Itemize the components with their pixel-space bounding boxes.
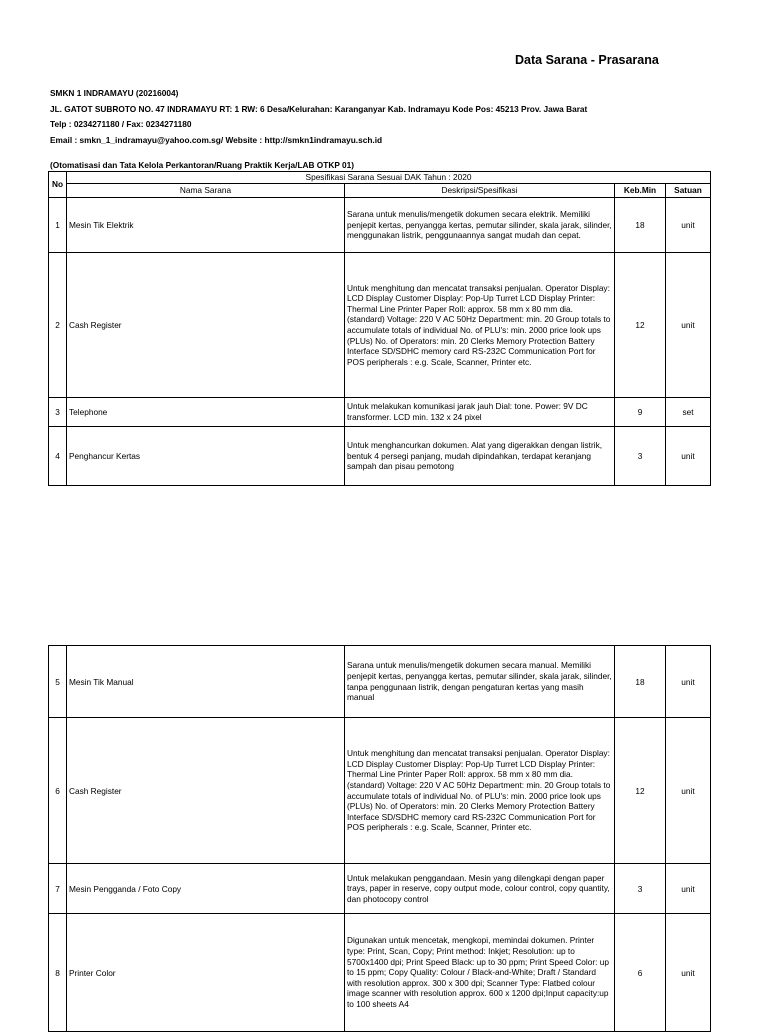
row-unit: unit [666,427,711,486]
row-desc: Digunakan untuk mencetak, mengkopi, memindai dokumen. Printer type: Print, Scan, Copy; Print method: Inkjet; Resolution: up to 5700x1400 dpi; Print Speed Black: up to 30 ppm; Print Speed Color: up to 15 ppm; Copy Quality: Colour / Black-and-White; Draft / Standard with resolution approx. 300 x 300 dpi; Scanner Type: Flatbed colour image scanner with resolution approx. 600 x 1200 dpi;Input capacity:up to 100 sheets A4 [345,914,615,1032]
row-desc: Untuk menghancurkan dokumen. Alat yang digerakkan dengan listrik, bentuk 4 persegi panjang, mudah dipindahkan, terdapat keranjang sampah dan pisau pemotong [345,427,615,486]
row-name: Cash Register [67,253,345,398]
row-name: Penghancur Kertas [67,427,345,486]
lab-subtitle: (Otomatisasi dan Tata Kelola Perkantoran/Ruang Praktik Kerja/LAB OTKP 01) [50,160,354,170]
row-no: 5 [49,646,67,718]
row-desc: Untuk melakukan komunikasi jarak jauh Dial: tone. Power: 9V DC transformer. LCD min. 132 x 24 pixel [345,398,615,427]
row-min: 18 [615,646,666,718]
row-desc: Sarana untuk menulis/mengetik dokumen secara elektrik. Memiliki penjepit kertas, penyangga kertas, pemutar silinder, skala jarak, silinder, menggunakan listrik, penggunaannya sangat mudah dan cepat. [345,198,615,253]
row-name: Cash Register [67,718,345,864]
row-name: Mesin Pengganda / Foto Copy [67,864,345,914]
row-min: 18 [615,198,666,253]
row-desc: Untuk menghitung dan mencatat transaksi penjualan. Operator Display: LCD Display Customer Display: Pop-Up Turret LCD Display Printer: Thermal Line Printer Paper Roll: approx. 58 mm x 80 mm dia. (standard) Voltage: 220 V AC 50Hz Department: min. 20 Group totals to accumulate totals of individual No. of PLU's: min. 2000 price look ups (PLUs) No. of Operators: min. 20 Clerks Memory Protection Battery Interface SD/SDHC memory card RS-232C Communication Port for POS peripherals : e.g. Scale, Scanner, Printer etc. [345,718,615,864]
header-unit: Satuan [666,184,711,198]
school-info [50,86,587,148]
row-no: 6 [49,718,67,864]
row-no: 3 [49,398,67,427]
school-name: SMKN 1 INDRAMAYU (20216004) [50,88,179,98]
row-name: Mesin Tik Manual [67,646,345,718]
header-min: Keb.Min [615,184,666,198]
spec-table-continued [48,645,711,1032]
table-row [49,646,711,718]
table-row [49,427,711,486]
row-desc: Untuk melakukan penggandaan. Mesin yang dilengkapi dengan paper trays, paper in reserve, copy output mode, colour control, copy quantity, dan photocopy control [345,864,615,914]
document-title: Data Sarana - Prasarana [515,53,659,67]
table-row [49,198,711,253]
table-row [49,253,711,398]
school-phone-fax: Telp : 0234271180 / Fax: 0234271180 [50,119,192,130]
row-name: Printer Color [67,914,345,1032]
school-address: JL. GATOT SUBROTO NO. 47 INDRAMAYU RT: 1 RW: 6 Desa/Kelurahan: Karanganyar Kab. Indramayu Kode Pos: 45213 Prov. Jawa Barat [50,103,588,114]
row-unit: unit [666,646,711,718]
row-min: 3 [615,864,666,914]
header-no: No [49,172,67,198]
row-desc: Sarana untuk menulis/mengetik dokumen secara manual. Memiliki penjepit kertas, penyangga kertas, pemutar silinder, skala jarak, silinder, tanpa penggunaan listrik, dengan pengaturan kertas yang masih manual [345,646,615,718]
row-unit: unit [666,864,711,914]
row-name: Mesin Tik Elektrik [67,198,345,253]
spec-table [48,171,711,486]
row-min: 6 [615,914,666,1032]
row-min: 3 [615,427,666,486]
row-unit: unit [666,914,711,1032]
header-desc: Deskripsi/Spesifikasi [345,184,615,198]
row-no: 1 [49,198,67,253]
table-row [49,914,711,1032]
row-min: 9 [615,398,666,427]
table-row [49,864,711,914]
table-row [49,398,711,427]
row-unit: unit [666,253,711,398]
row-min: 12 [615,253,666,398]
table-row [49,718,711,864]
row-min: 12 [615,718,666,864]
row-no: 7 [49,864,67,914]
row-no: 2 [49,253,67,398]
header-name: Nama Sarana [67,184,345,198]
row-unit: unit [666,198,711,253]
header-group: Spesifikasi Sarana Sesuai DAK Tahun : 2020 [67,172,711,184]
row-unit: unit [666,718,711,864]
row-unit: set [666,398,711,427]
row-no: 8 [49,914,67,1032]
school-email-website: Email : smkn_1_indramayu@yahoo.com.sg/ Website : http://smkn1indramayu.sch.id [50,134,383,145]
row-name: Telephone [67,398,345,427]
row-no: 4 [49,427,67,486]
row-desc: Untuk menghitung dan mencatat transaksi penjualan. Operator Display: LCD Display Customer Display: Pop-Up Turret LCD Display Printer: Thermal Line Printer Paper Roll: approx. 58 mm x 80 mm dia. (standard) Voltage: 220 V AC 50Hz Department: min. 20 Group totals to accumulate totals of individual No. of PLU's: min. 2000 price look ups (PLUs) No. of Operators: min. 20 Clerks Memory Protection Battery Interface SD/SDHC memory card RS-232C Communication Port for POS peripherals : e.g. Scale, Scanner, Printer etc. [345,253,615,398]
